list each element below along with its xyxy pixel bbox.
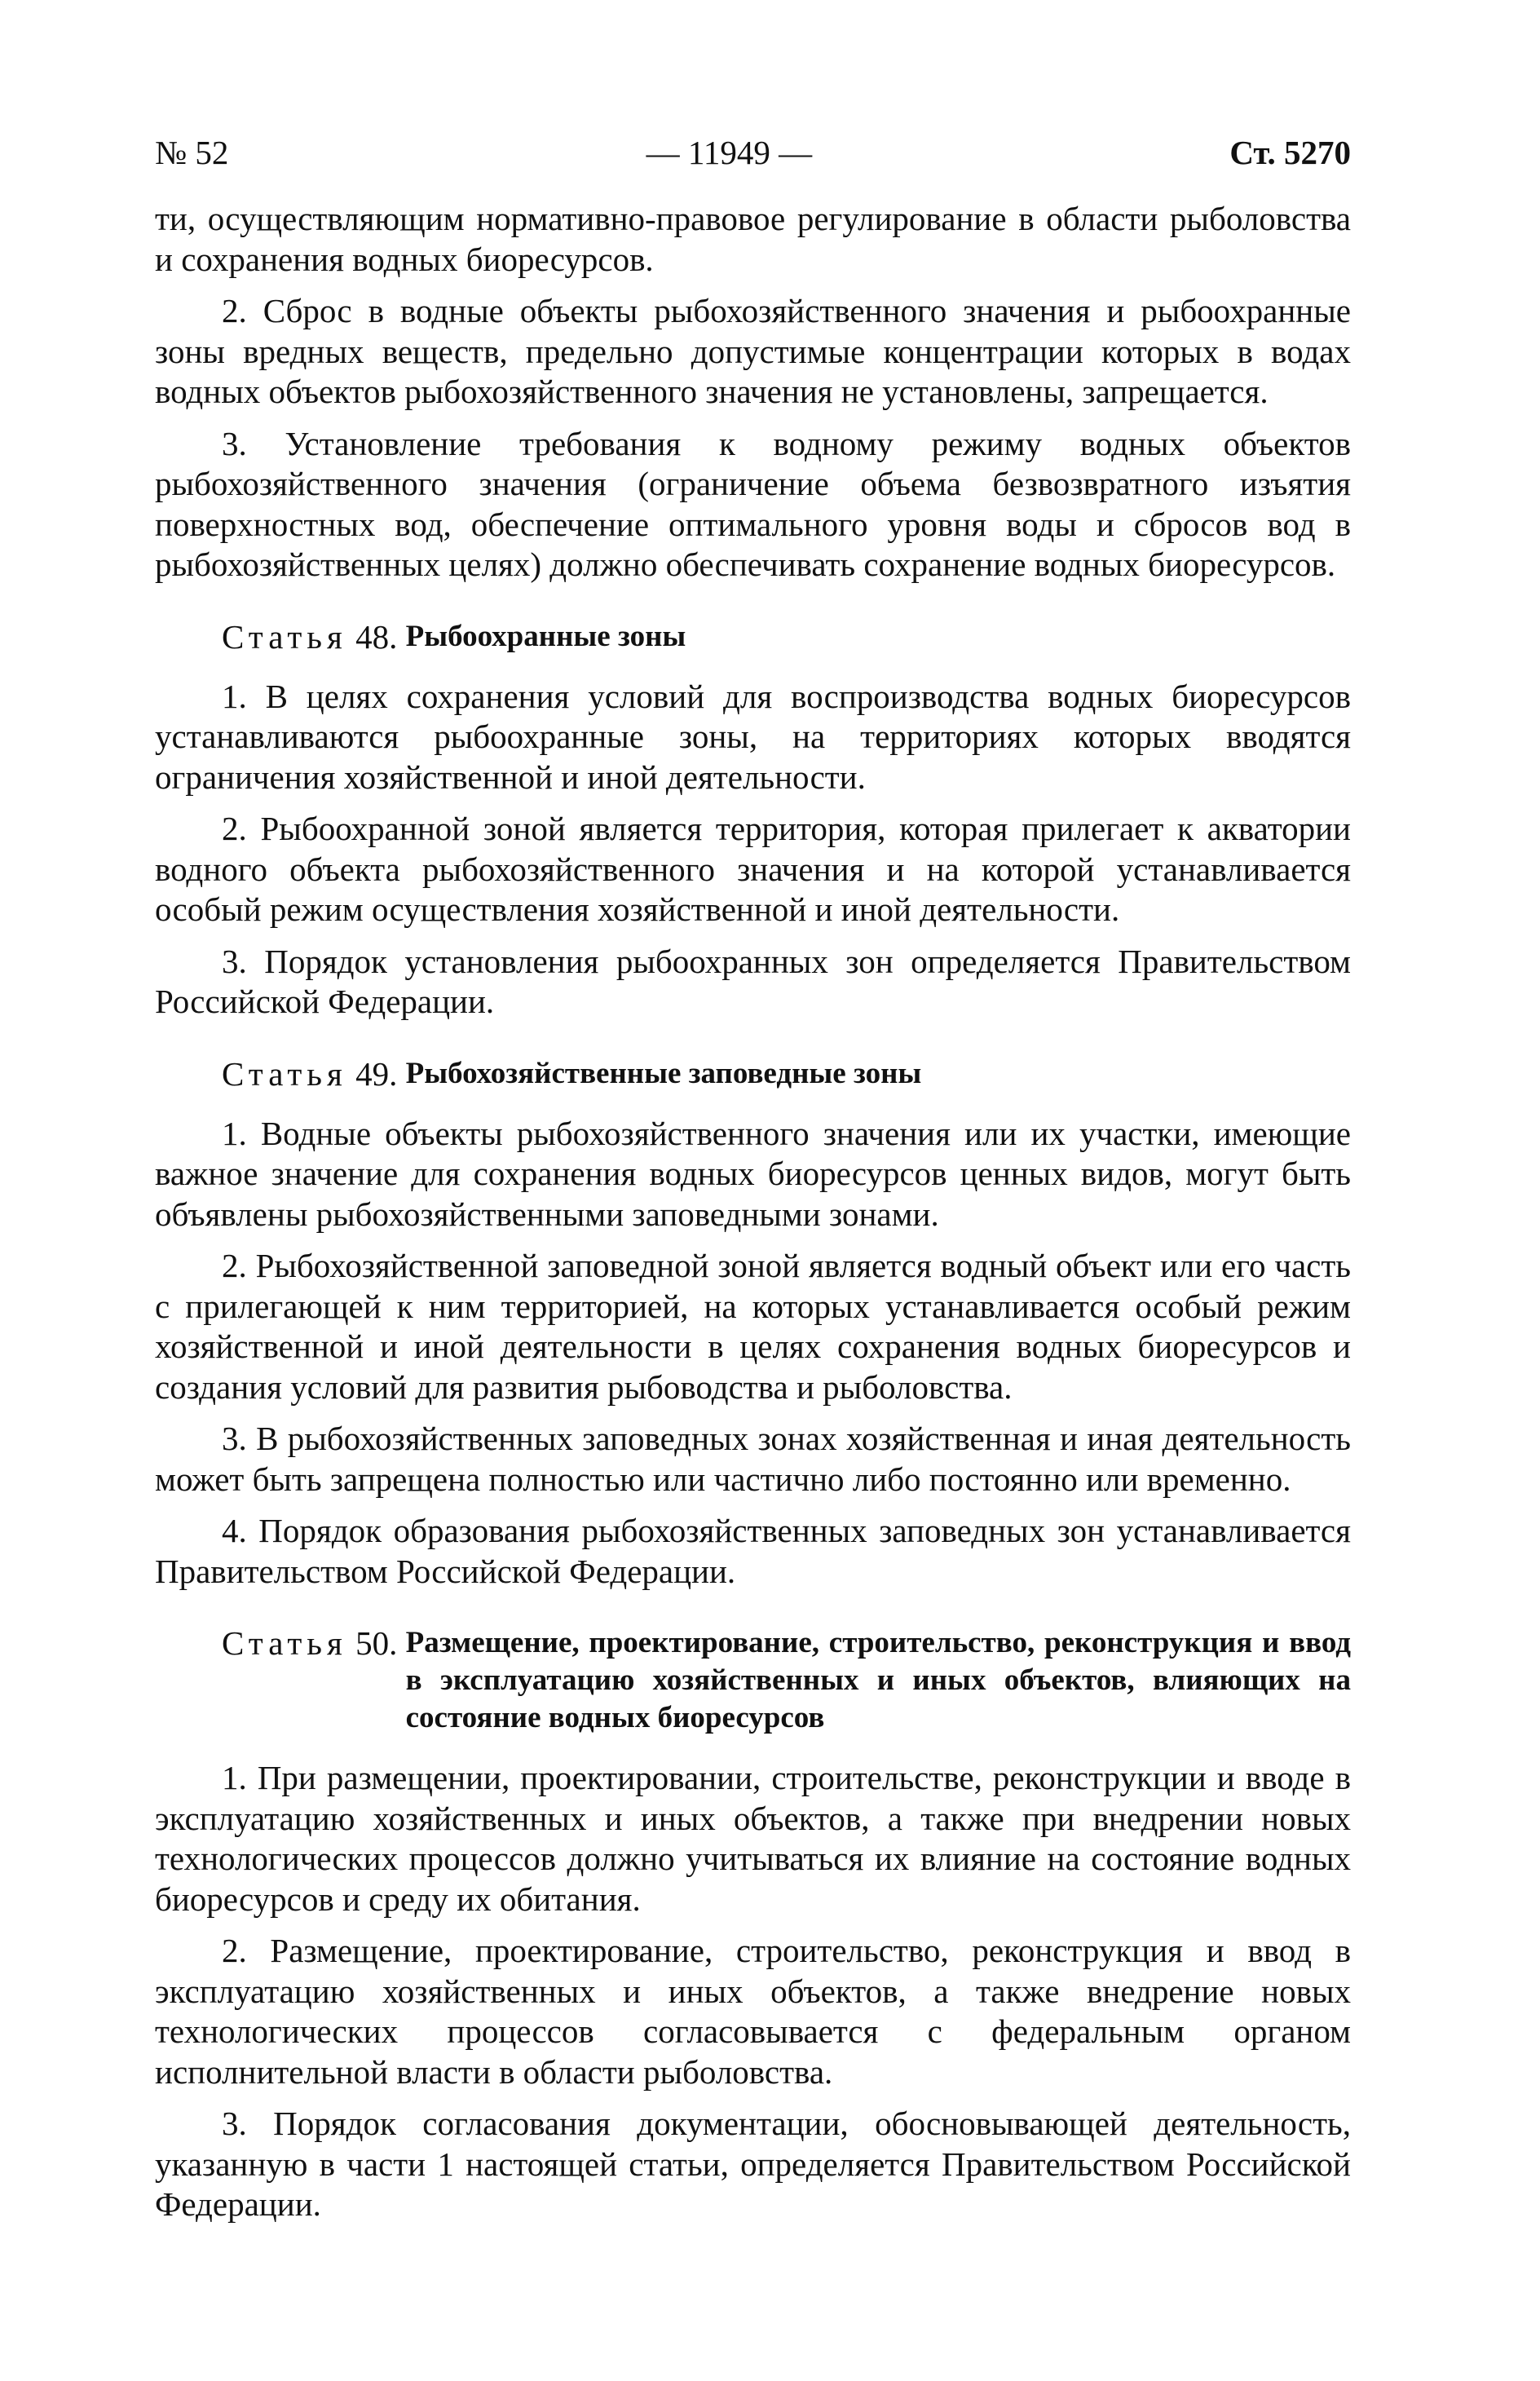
article-label [222,1624,406,1737]
article-48-heading [222,618,1351,656]
paragraph: 2. Сброс в водные объекты рыбохозяйственного значения и рыбоохранные зоны вредных веществ, предельно допустимые концентрации которых в водах водных объектов рыбохозяйственного значения не установлены, запрещается. [155,292,1351,410]
document-body [155,199,1351,2237]
paragraph: 3. В рыбохозяйственных заповедных зонах хозяйственная и иная деятельность может быть запрещена полностью или частично либо постоянно или временно. [155,1420,1351,1498]
article-word: Статья [222,617,347,656]
paragraph: 3. Установление требования к водному режиму водных объектов рыбохозяйственного значения (ограничение объема безвозвратного изъятия поверхностных вод, обеспечение оптимального уровня воды и сбросов вод в рыбохозяйственных целях) должно обеспечивать сохранение водных биоресурсов. [155,424,1351,583]
article-title: Рыбохозяйственные заповедные зоны [405,1056,922,1090]
page-header [155,132,1351,173]
sheet-number: Ст. 5270 [1229,134,1351,171]
article-49-heading [222,1055,1351,1093]
article-title: Размещение, проектирование, строительство, реконструкция и ввод в эксплуатацию хозяйственных и иных объектов, влияющих на состояние водных биоресурсов [405,1626,1351,1734]
article-label [222,1055,406,1093]
article-word: Статья [222,1054,347,1093]
issue-number: № 52 [155,134,229,171]
paragraph: 1. Водные объекты рыбохозяйственного значения или их участки, имеющие важное значение для сохранения водных биоресурсов ценных видов, могут быть объявлены рыбохозяйственными заповедными зонами. [155,1114,1351,1233]
article-50-heading [222,1624,1351,1737]
article-number: 48. [355,617,398,656]
page-number: — 11949 — [646,134,813,171]
paragraph: 3. Порядок согласования документации, обосновывающей деятельность, указанную в части 1 настоящей статьи, определяется Правительством Российской Федерации. [155,2105,1351,2223]
paragraph: 4. Порядок образования рыбохозяйственных заповедных зон устанавливается Правительством Российской Федерации. [155,1512,1351,1590]
paragraph: 1. При размещении, проектировании, строительстве, реконструкции и вводе в эксплуатацию хозяйственных и иных объектов, а также при внедрении новых технологических процессов должно учитываться их влияние на состояние водных биоресурсов и среду их обитания. [155,1759,1351,1918]
paragraph: 2. Рыбохозяйственной заповедной зоной является водный объект или его часть с прилегающей к ним территорией, на которых устанавливается особый режим хозяйственной и иной деятельности в целях сохранения водных биоресурсов и создания условий для развития рыбоводства и рыболовства. [155,1247,1351,1406]
article-number: 50. [355,1624,398,1662]
article-number: 49. [355,1054,398,1093]
paragraph: 2. Рыбоохранной зоной является территория, которая прилегает к акватории водного объекта рыбохозяйственного значения и на которой устанавливается особый режим осуществления хозяйственной и иной деятельности. [155,810,1351,928]
article-word: Статья [222,1624,347,1662]
paragraph: 1. В целях сохранения условий для воспроизводства водных биоресурсов устанавливаются рыбоохранные зоны, на территориях которых вводятся ограничения хозяйственной и иной деятельности. [155,677,1351,796]
article-title: Рыбоохранные зоны [405,619,686,653]
paragraph: 3. Порядок установления рыбоохранных зон определяется Правительством Российской Федерации. [155,942,1351,1020]
article-label [222,618,406,656]
paragraph: 2. Размещение, проектирование, строительство, реконструкция и ввод в эксплуатацию хозяйственных и иных объектов, а также внедрение новых технологических процессов согласовывается с федеральным органом исполнительной власти в области рыболовства. [155,1932,1351,2091]
paragraph: ти, осуществляющим нормативно-правовое регулирование в области рыболовства и сохранения водных биоресурсов. [155,200,1351,278]
